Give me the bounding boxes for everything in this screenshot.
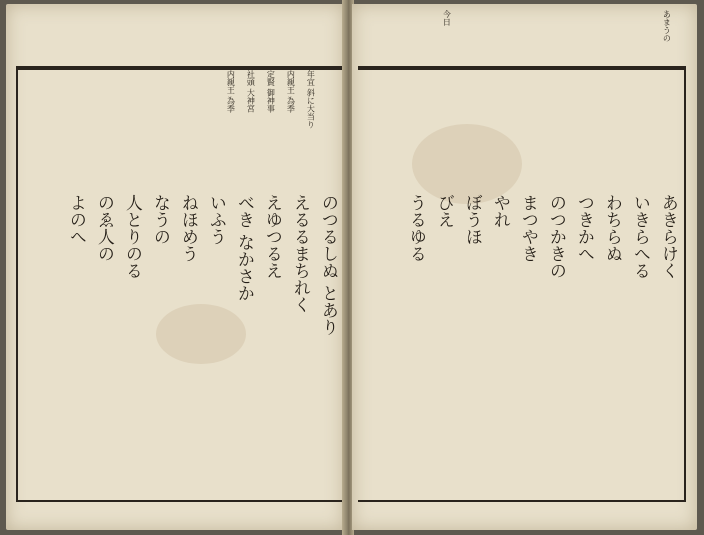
left-body-column: ねほめう — [177, 194, 198, 262]
left-body-column: のつるしぬ とあり — [317, 194, 338, 336]
left-header-column: 年宜 斜に大当り — [306, 70, 316, 129]
left-header-column: 内親王 為季 — [226, 70, 236, 113]
right-body-column: いきらへる — [629, 194, 650, 279]
right-body-column: ぼうほ — [461, 194, 482, 245]
left-body-column: のゑ人の — [93, 194, 114, 262]
left-body-column: 人とりのる — [121, 194, 142, 279]
left-body-column: よのへ — [65, 194, 86, 245]
right-body-column: わちらぬ — [601, 194, 622, 262]
right-body-column: うるゆる — [405, 194, 426, 262]
left-body-column: べき なかさか — [233, 194, 254, 302]
right-body-column: びえ — [433, 194, 454, 228]
left-body-column: えゆつるえ — [261, 194, 282, 279]
left-body-column: えるるまちれく — [289, 194, 310, 313]
left-header-column: 内親王 為季 — [286, 70, 296, 113]
left-page — [6, 4, 344, 530]
right-body-column: のつかきの — [545, 194, 566, 279]
right-page — [352, 4, 697, 530]
left-header-column: 定賢 御神事 — [266, 70, 276, 113]
left-header-column: 社頭 大神宮 — [246, 70, 256, 113]
left-body-column: なうの — [149, 194, 170, 245]
right-header-column: あまうの — [662, 10, 672, 42]
right-body-column: やれ — [489, 194, 510, 228]
right-body-column: つきかへ — [573, 194, 594, 262]
right-body-column: まつやき — [517, 194, 538, 262]
right-header-column: 今日 — [442, 10, 452, 26]
right-body-column: あきらけく — [657, 194, 678, 279]
left-body-column: いふう — [205, 194, 226, 245]
